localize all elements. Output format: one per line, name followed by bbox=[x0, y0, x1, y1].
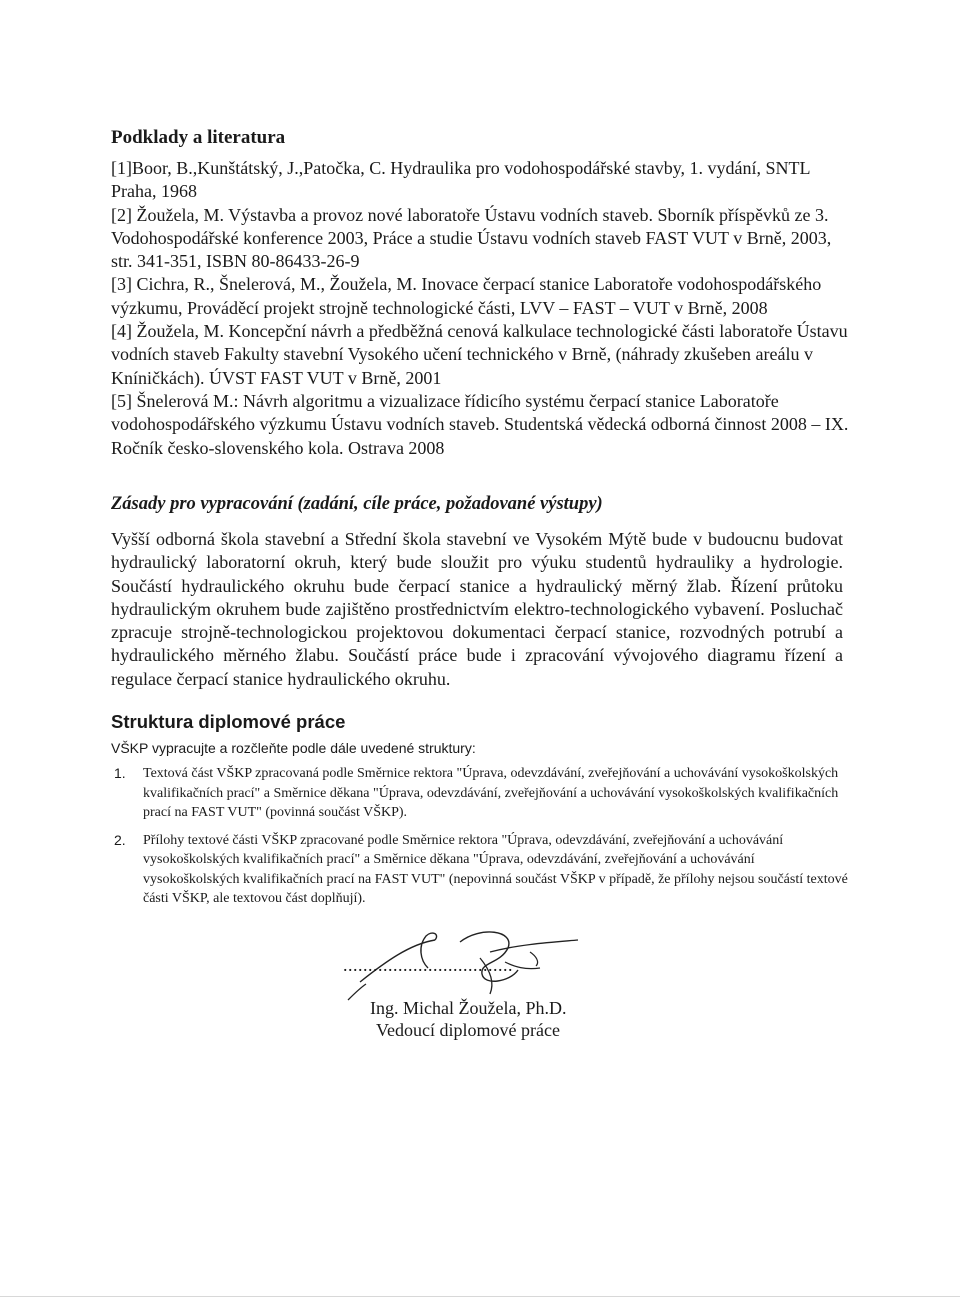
structure-item-2 bbox=[111, 831, 851, 909]
structure-heading: Struktura diplomové práce bbox=[111, 711, 346, 732]
structure-intro: VŠKP vypracujte a rozčleňte podle dále uvedené struktury: bbox=[111, 740, 476, 756]
reference-item-5: [5] Šnelerová M.: Návrh algoritmu a vizualizace řídicího systému čerpací stanice Laboratoře vodohospodářského výzkumu Ústavu vodních staveb. Studentská vědecká odborná činnost 2008 – IX. Ročník česko-slovenského kola. Ostrava 2008 bbox=[111, 390, 849, 458]
signatory-role: Vedoucí diplomové práce bbox=[376, 1020, 560, 1040]
structure-item-text: Textová část VŠKP zpracovaná podle Směrnice rektora "Úprava, odevzdávání, zveřejňování a uchovávání vysokoškolských kvalifikačních prací" a Směrnice děkana "Úprava, odevzdávání, zveřejňování a uchovávání vysokoškolských kvalifikačních prací na FAST VUT" (povinná součást VŠKP). bbox=[143, 766, 839, 820]
structure-item-number: 1. bbox=[114, 765, 126, 781]
literature-heading: Podklady a literatura bbox=[111, 127, 286, 148]
structure-item-1 bbox=[111, 764, 851, 823]
guidelines-text: Vyšší odborná škola stavební a Střední škola stavební ve Vysokém Mýtě bude v budoucnu budovat hydraulický laboratorní okruh, který bude sloužit pro výuku studentů hydrauliky a hydrologie. Součástí hydraulického okruhu bude čerpací stanice a hydraulický měrný žlab. Řízení průtoku hydraulickým okruhem bude zajištěno prostřednictvím elektro-technologického vybavení. Posluchač zpracuje strojně-technologickou projektovou dokumentaci čerpací stanice, rozvodných potrubí a hydraulického měrného žlabu. Součástí práce bude i zpracování vývojového diagramu řízení a regulace čerpací stanice hydraulického okruhu. bbox=[111, 529, 843, 689]
reference-item-4: [4] Žoužela, M. Koncepční návrh a předběžná cenová kalkulace technologické části laboratoře Ústavu vodních staveb Fakulty stavební Vysokého učení technického v Brně, (náhrady zkušeben areálu v Kníničkách). ÚVST FAST VUT v Brně, 2001 bbox=[111, 321, 848, 388]
reference-item-2: [2] Žoužela, M. Výstavba a provoz nové laboratoře Ústavu vodních staveb. Sborník příspěvků ze 3. Vodohospodářské konference 2003, Práce a studie Ústavu vodních staveb FAST VUT v Brně, 2003, str. 341-351, ISBN 80-86433-26-9 bbox=[111, 204, 832, 272]
signature-dots: .................................. bbox=[343, 955, 513, 975]
reference-list bbox=[111, 157, 851, 460]
signatory-name: Ing. Michal Žoužela, Ph.D. bbox=[370, 998, 567, 1018]
reference-item-3: [3] Cichra, R., Šnelerová, M., Žoužela, M. Inovace čerpací stanice Laboratoře vodohospodářského výzkumu, Prováděcí projekt strojně technologické části, LVV – FAST – VUT v Brně, 2008 bbox=[111, 274, 822, 318]
structure-list bbox=[111, 764, 851, 917]
structure-item-number: 2. bbox=[114, 831, 126, 848]
reference-item-1: [1]Boor, B.,Kunštátský, J.,Patočka, C. Hydraulika pro vodohospodářské stavby, 1. vydání, SNTL Praha, 1968 bbox=[111, 158, 810, 202]
guidelines-heading: Zásady pro vypracování (zadání, cíle práce, požadované výstupy) bbox=[111, 494, 603, 514]
structure-item-text: Přílohy textové části VŠKP zpracované podle Směrnice rektora "Úprava, odevzdávání, zveřejňování a uchovávání vysokoškolských kvalifikačních prací" a Směrnice děkana "Úprava, odevzdávání, zveřejňování a uchovávání vysokoškolských kvalifikačních prací na FAST VUT" (nepovinná součást VŠKP v případě, že přílohy nejsou součástí textové části VŠKP, ale textovou část doplňují). bbox=[143, 832, 848, 906]
scan-edge-line bbox=[0, 1296, 960, 1297]
